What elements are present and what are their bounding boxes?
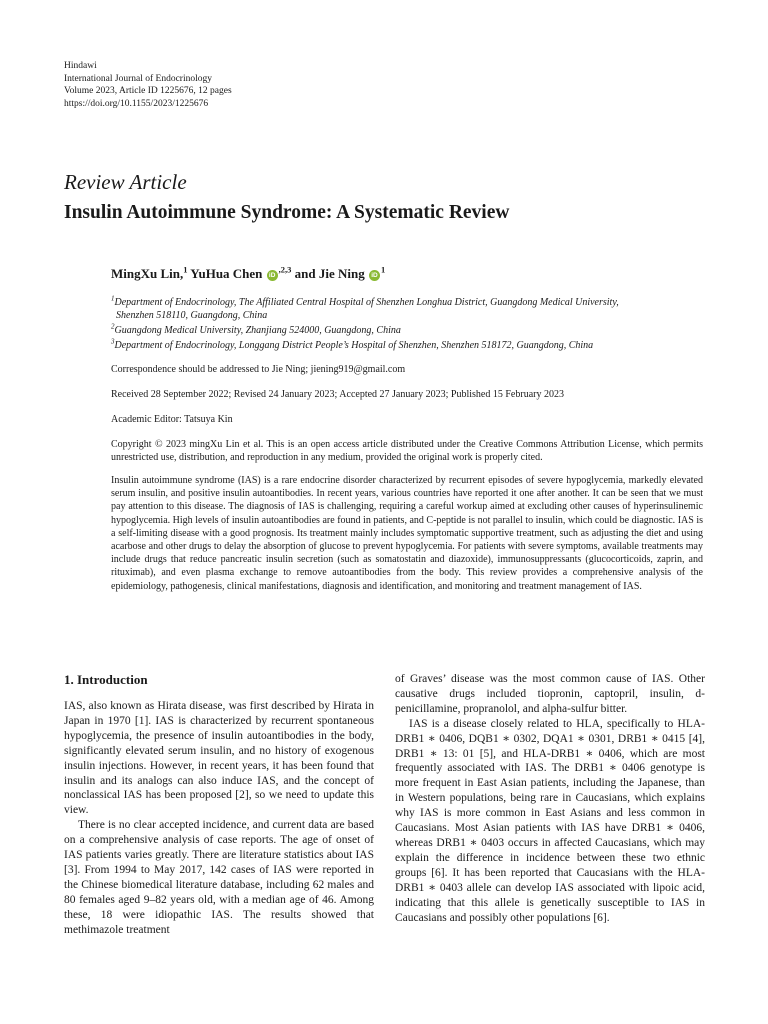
author-affiliation-mark: ,2,3	[278, 264, 292, 275]
section-heading-introduction: 1. Introduction	[64, 672, 148, 687]
orcid-icon[interactable]: iD	[369, 270, 380, 281]
author-affiliation-mark: 1	[183, 264, 188, 275]
body-column-right	[395, 672, 705, 925]
publication-dates: Received 28 September 2022; Revised 24 January 2023; Accepted 27 January 2023; Published 15 February 2023	[111, 389, 564, 400]
affiliation-2: $^2$Guangdong Medical University, Zhanjiang 524000, Guangdong, China	[111, 322, 401, 336]
author-name: YuHua Chen	[190, 266, 263, 281]
affiliation-3: $^3$Department of Endocrinology, Longgang District People’s Hospital of Shenzhen, Shenzhen 518172, Guangdong, China	[111, 337, 594, 351]
volume-info: Volume 2023, Article ID 1225676, 12 pages	[64, 86, 232, 97]
journal-header	[64, 60, 232, 110]
paper-title: Insulin Autoimmune Syndrome: A Systematic Review	[64, 202, 510, 223]
affiliation-1: $^1$Department of Endocrinology, The Affiliated Central Hospital of Shenzhen Longhua District, Guangdong Medical University, Shenzhen 518110, Guangdong, China	[111, 294, 619, 321]
author-name: MingXu Lin,	[111, 266, 184, 281]
author-affiliation-mark: 1	[381, 264, 386, 275]
orcid-icon[interactable]: iD	[267, 270, 278, 281]
publisher-name: Hindawi	[64, 61, 97, 71]
body-paragraph: of Graves’ disease was the most common cause of IAS. Other causative drugs included tiopronin, captopril, insulin, d-penicillamine, propranolol, and alpha-sulfur bitter.	[395, 673, 705, 715]
correspondence-line: Correspondence should be addressed to Jie Ning; jiening919@gmail.com	[111, 364, 406, 375]
body-paragraph: IAS is a disease closely related to HLA, specifically to HLA-DRB1 ∗ 0406, DQB1 ∗ 0302, DQA1 ∗ 0301, DRB1 ∗ 0415 [4], DRB1 ∗ 13: 01 [5], and HLA-DRB1 ∗ 0406, which are most frequently associated with IAS. The DRB1 ∗ 0406 genotype is more frequent in East Asian patients, including the Japanese, than in Western populations, being rare in Caucasians, which explains why IAS is more common in East Asians and less common in Caucasians. Most Asian patients with IAS have DRB1 ∗ 0406, whereas DRB1 ∗ 0403 occurs in affected Caucasians, which may explain the difference in incidence between these two ethnic groups [6]. It has been reported that Caucasians with the HLA-DRB1 ∗ 0403 allele can develop IAS associated with lipoic acid, indicating that this allele is genetically susceptible to IAS in Caucasians and possibly other populations [6].	[395, 717, 705, 924]
author-name: and Jie Ning	[294, 266, 365, 281]
body-paragraph: There is no clear accepted incidence, and current data are based on a comprehensive analysis of case reports. The age of onset of IAS patients varies greatly. There are literature statistics about IAS [3]. From 1994 to May 2017, 142 cases of IAS were reported in the Chinese biomedical literature database, including 62 males and 80 females aged 9–82 years old, with a median age of 46. Among these, 18 were idiopathic IAS. The results showed that methimazole treatment	[64, 819, 374, 936]
doi-link[interactable]: https://doi.org/10.1155/2023/1225676	[64, 98, 209, 109]
academic-editor: Academic Editor: Tatsuya Kin	[111, 414, 233, 425]
copyright-notice: Copyright © 2023 mingXu Lin et al. This is an open access article distributed under the Creative Commons Attribution License, which permits unrestricted use, distribution, and reproduction in any medium, provided the original work is properly cited.	[111, 439, 703, 463]
abstract: Insulin autoimmune syndrome (IAS) is a rare endocrine disorder characterized by recurrent episodes of severe hypoglycemia, markedly elevated serum insulin, and positive insulin autoantibodies. In recent years, various countries have reported it one after another. It can be seen that we must pay attention to this disease. The diagnosis of IAS is challenging, requiring a careful workup aimed at excluding other causes of hyperinsulinemic hypoglycemia. High levels of insulin autoantibodies are found in patients, and C-peptide is not parallel to insulin, which could be diagnostic. IAS is a self-limiting disease with a good prognosis. Its treatment mainly includes symptomatic supportive treatment, such as adjusting the diet and using acarbose and other drugs to delay the absorption of glucose to prevent hypoglycemia. For patients with severe symptoms, available treatments may include drugs that reduce pancreatic insulin secretion (such as somatostatin and diazoxide), immunosuppressants (glucocorticoids, zaprin, and rituximab), and even plasma exchange to remove autoantibodies from the body. This review provides a comprehensive analysis of the epidemiology, pathogenesis, clinical manifestations, diagnosis and identification, and monitoring and treatment management of IAS.	[111, 475, 703, 592]
body-column-left	[64, 672, 374, 938]
article-type: Review Article	[64, 170, 187, 194]
body-paragraph: IAS, also known as Hirata disease, was first described by Hirata in Japan in 1970 [1]. IAS is characterized by recurrent spontaneous hypoglycemia, the presence of insulin autoantibodies in the body, significantly elevated serum insulin, and no history of exogenous insulin injections. However, in recent years, it has been found that insulin and its analogs can also induce IAS, and the concept of nonclassical IAS has been proposed [2], so we need to update this view.	[64, 700, 374, 817]
author-list	[111, 266, 385, 282]
journal-name: International Journal of Endocrinology	[64, 73, 213, 84]
